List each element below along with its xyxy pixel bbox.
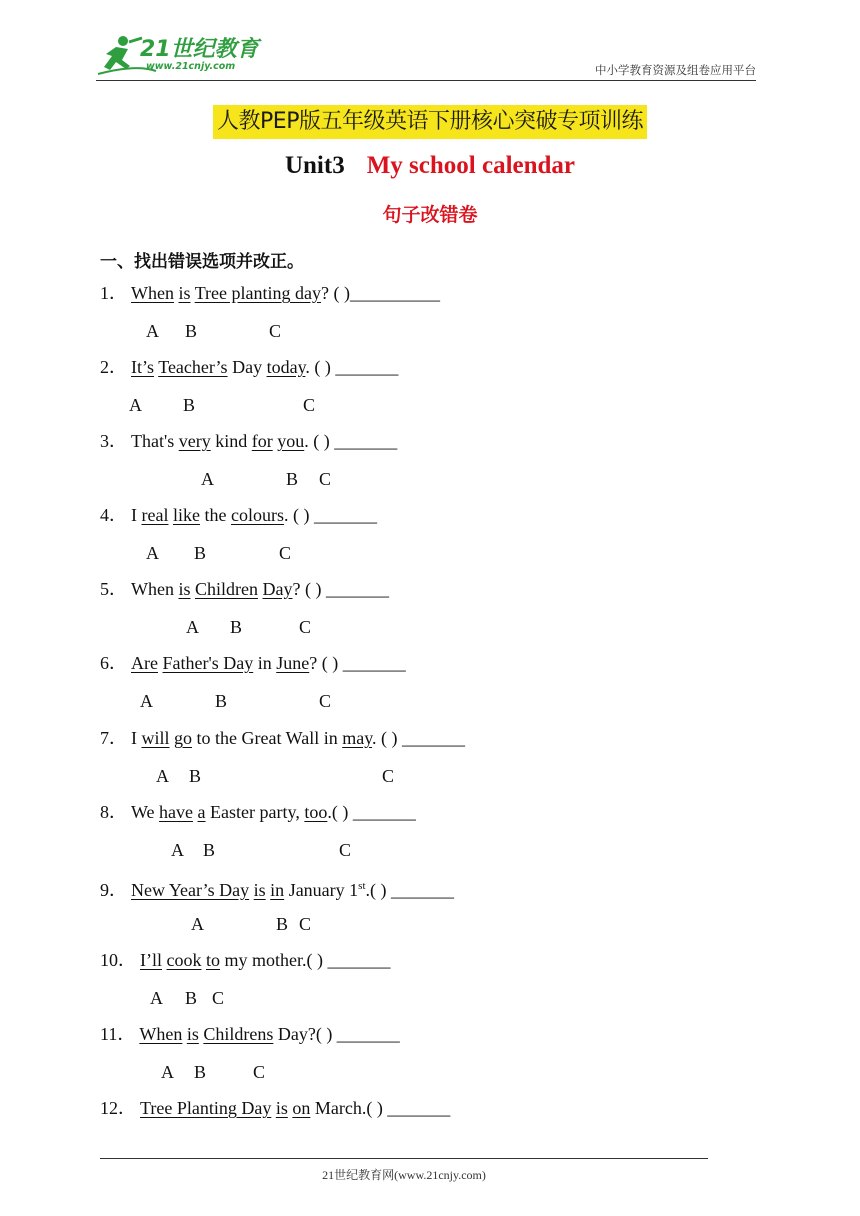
option-label-a: A (171, 840, 184, 860)
question-4 (100, 504, 377, 526)
question-text: the (199, 505, 231, 525)
question-8 (100, 801, 416, 823)
question-number: 11． (100, 1024, 136, 1044)
ordinal-suffix: st (358, 880, 366, 892)
question-number: 2． (100, 357, 127, 377)
option-c-text: today (266, 357, 306, 377)
header-divider (96, 80, 756, 81)
question-text: I (131, 505, 142, 525)
option-label-c: C (279, 543, 292, 563)
option-label-c: C (212, 988, 225, 1008)
option-b-text: is (275, 1098, 288, 1118)
option-c-text: to (206, 950, 221, 970)
option-a-text: When (131, 283, 174, 303)
option-label-c: C (269, 321, 282, 341)
option-label-a: A (146, 543, 159, 563)
option-a-text: will (141, 728, 170, 748)
unit-title (0, 152, 860, 180)
option-label-b: B (194, 1062, 207, 1082)
question-12 (100, 1097, 450, 1119)
option-c-text: too (304, 802, 328, 822)
option-label-b: B (185, 988, 198, 1008)
option-b-text: cook (166, 950, 202, 970)
question-5 (100, 578, 389, 600)
option-label-b: B (230, 617, 243, 637)
option-label-c: C (299, 914, 312, 934)
logo-text: 21世纪教育 (140, 37, 259, 62)
option-label-a: A (191, 914, 204, 934)
question-text: Day (227, 357, 267, 377)
question-text: I (131, 728, 142, 748)
option-a-text: is (178, 579, 191, 599)
option-label-a: A (161, 1062, 174, 1082)
question-number: 1． (100, 283, 127, 303)
option-a-text: real (141, 505, 169, 525)
question-text: That's (131, 431, 179, 451)
page-title: 人教PEP版五年级英语下册核心突破专项训练 (213, 105, 647, 139)
option-label-a: A (150, 988, 163, 1008)
option-c-text: Day (262, 579, 293, 599)
option-b-text: Children (195, 579, 258, 599)
option-b-text: is (186, 1024, 199, 1044)
option-c-text: in (270, 880, 285, 900)
answer-blank: . ( ) _______ (283, 505, 377, 525)
option-a-text: Tree Planting Day (140, 1098, 272, 1118)
option-b-text: for (251, 431, 273, 451)
question-number: 3． (100, 431, 127, 451)
unit-name: My school calendar (366, 152, 576, 179)
option-label-b: B (286, 469, 299, 489)
option-label-c: C (319, 469, 332, 489)
question-2 (100, 356, 398, 378)
option-label-c: C (303, 395, 316, 415)
question-7 (100, 727, 465, 749)
page-subtitle: 句子改错卷 (382, 204, 478, 226)
option-c-text: June (276, 653, 310, 673)
option-label-a: A (146, 321, 159, 341)
option-label-c: C (253, 1062, 266, 1082)
title-container (0, 105, 860, 139)
option-c-text: you (277, 431, 305, 451)
answer-blank: . ( ) _______ (304, 431, 398, 451)
answer-blank: ? ( ) _______ (309, 653, 406, 673)
question-number: 4． (100, 505, 127, 525)
option-label-b: B (183, 395, 196, 415)
option-label-a: A (156, 766, 169, 786)
option-label-a: A (140, 691, 153, 711)
question-text: When (131, 579, 179, 599)
question-text: to the Great Wall in (192, 728, 343, 748)
option-c-text: may (342, 728, 373, 748)
question-number: 12． (100, 1098, 136, 1118)
question-1 (100, 282, 440, 304)
option-label-b: B (185, 321, 198, 341)
option-b-text: is (253, 880, 266, 900)
option-label-a: A (201, 469, 214, 489)
option-a-text: I’ll (140, 950, 162, 970)
footer-text: 21世纪教育网(www.21cnjy.com) (322, 1168, 486, 1182)
question-10 (100, 949, 391, 971)
option-b-text: like (172, 505, 200, 525)
option-label-b: B (215, 691, 228, 711)
option-a-text: Are (131, 653, 158, 673)
option-a-text: When (139, 1024, 183, 1044)
option-b-text: a (197, 802, 206, 822)
option-label-a: A (186, 617, 199, 637)
question-9 (100, 875, 454, 901)
option-label-b: B (194, 543, 207, 563)
option-c-text: on (292, 1098, 311, 1118)
option-label-c: C (319, 691, 332, 711)
question-11 (100, 1023, 400, 1045)
option-a-text: New Year’s Day (131, 880, 250, 900)
option-c-text: colours (230, 505, 284, 525)
answer-blank: my mother.( ) _______ (220, 950, 391, 970)
option-label-c: C (339, 840, 352, 860)
option-c-text: Childrens (203, 1024, 274, 1044)
answer-blank: . ( ) _______ (305, 357, 399, 377)
question-number: 10． (100, 950, 136, 970)
answer-blank: March.( ) _______ (310, 1098, 451, 1118)
answer-blank: ? ( ) _______ (292, 579, 389, 599)
question-number: 9． (100, 880, 127, 900)
section-heading: 一、找出错误选项并改正。 (100, 252, 304, 272)
footer-divider (100, 1158, 708, 1159)
question-number: 8． (100, 802, 127, 822)
option-b-text: Teacher’s (158, 357, 228, 377)
unit-number: Unit3 (284, 152, 345, 179)
option-a-text: very (178, 431, 211, 451)
question-number: 7． (100, 728, 127, 748)
question-6 (100, 652, 406, 674)
answer-blank: Day?( ) _______ (273, 1024, 400, 1044)
option-b-text: is (178, 283, 191, 303)
answer-blank: ? ( )__________ (321, 283, 440, 303)
answer-blank: .( ) _______ (365, 880, 455, 900)
option-c-text: Tree planting day (194, 283, 322, 303)
option-a-text: It’s (131, 357, 155, 377)
question-3 (100, 430, 397, 452)
answer-blank: . ( ) _______ (372, 728, 466, 748)
question-text: in (253, 653, 277, 673)
option-label-c: C (299, 617, 312, 637)
option-label-a: A (129, 395, 142, 415)
question-text: kind (210, 431, 252, 451)
option-label-b: B (189, 766, 202, 786)
option-label-b: B (276, 914, 289, 934)
option-a-text: have (159, 802, 194, 822)
question-text: Easter party, (205, 802, 305, 822)
logo-url: www.21cnjy.com (146, 61, 236, 72)
question-text: We (131, 802, 160, 822)
site-name: 中小学教育资源及组卷应用平台 (595, 63, 756, 77)
question-text: January 1 (284, 880, 359, 900)
option-label-b: B (203, 840, 216, 860)
option-b-text: Father's Day (162, 653, 254, 673)
option-label-c: C (382, 766, 395, 786)
option-b-text: go (174, 728, 193, 748)
question-number: 6． (100, 653, 127, 673)
answer-blank: .( ) _______ (327, 802, 416, 822)
question-number: 5． (100, 579, 127, 599)
site-logo (96, 34, 262, 78)
